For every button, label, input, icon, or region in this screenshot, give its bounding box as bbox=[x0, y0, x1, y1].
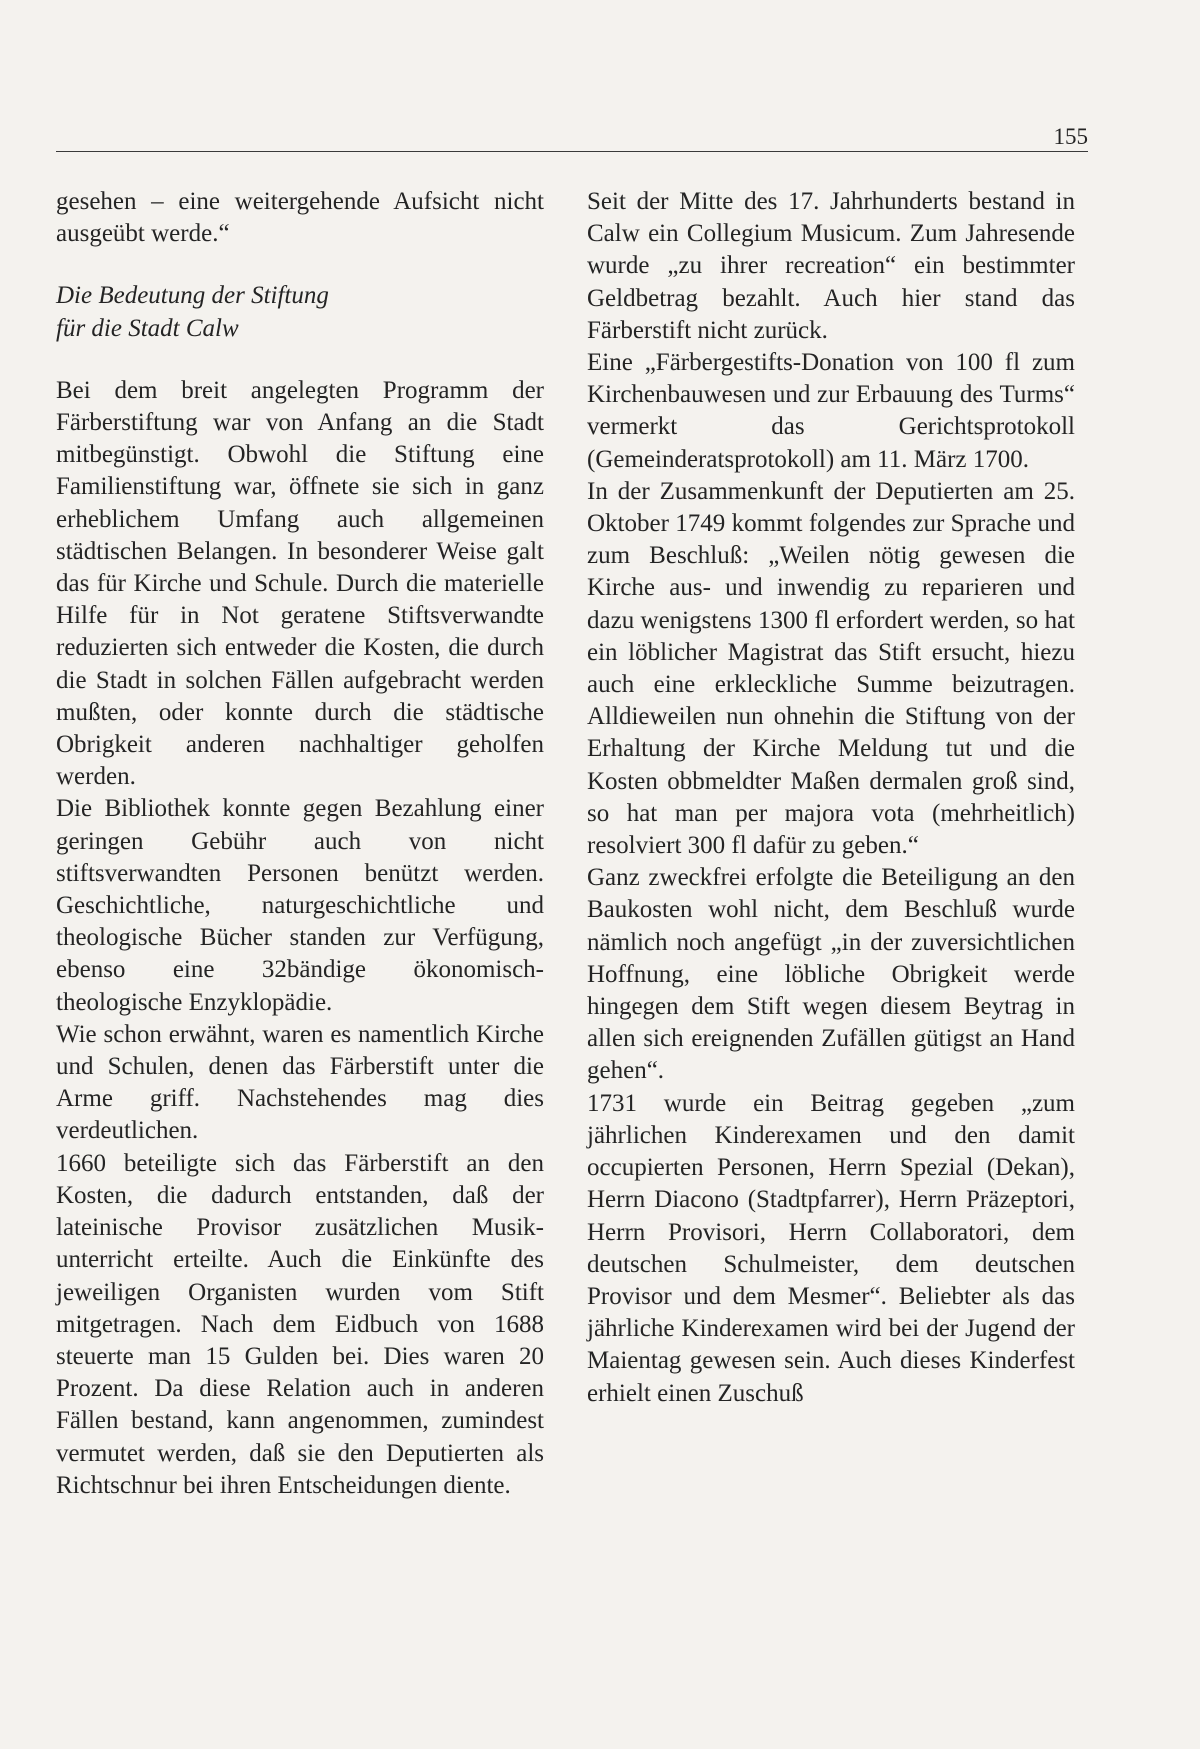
paragraph: 1660 beteiligte sich das Färberstift an den Kosten, die dadurch entstanden, daß der lateinische Provisor zusätzlichen Musikunterricht erteilte. Auch die Einkünfte des jeweiligen Organisten wurden vom Stift mitgetragen. Nach dem Eidbuch von 1688 steuerte man 15 Gulden bei. Dies waren 20 Prozent. Da diese Relation auch in anderen Fällen bestand, kann angenommen, zumindest vermutet werden, daß sie den Deputierten als Richtschnur bei ihren Entscheidungen diente. bbox=[56, 1149, 544, 1499]
paragraph: Seit der Mitte des 17. Jahrhunderts bestand in Calw ein Collegium Musicum. Zum Jahresende wurde „zu ihrer recreation“ ein bestimmter Geldbetrag bezahlt. Auch hier stand das Färberstift nicht zurück. bbox=[587, 188, 1075, 344]
section-heading bbox=[56, 280, 544, 344]
right-column bbox=[587, 186, 1075, 1410]
page-number: 155 bbox=[1053, 124, 1088, 149]
section-heading-line-2: für die Stadt Calw bbox=[56, 314, 239, 342]
paragraph: In der Zusammenkunft der Deputierten am 25. Oktober 1749 kommt folgendes zur Sprache und zum Beschluß: „Weilen nötig gewesen die Kirche aus- und inwendig zu reparieren und dazu wenigstens 1300 fl erfordert werden, so hat ein löblicher Magistrat das Stift ersucht, hiezu auch eine erkleckliche Summe beizutragen. Alldieweilen nun ohnehin die Stiftung von der Erhaltung der Kirche Meldung tut und die Kosten obbmeldter Maßen dermalen groß sind, so hat man per majora vota (mehrheitlich) resolviert 300 fl dafür zu geben.“ bbox=[587, 477, 1075, 860]
header-rule bbox=[56, 151, 1088, 152]
paragraph: Die Bibliothek konnte gegen Bezahlung einer geringen Gebühr auch von nicht stiftsverwandten Personen benützt werden. Geschichtliche, naturgeschichtliche und theologische Bücher standen zur Verfügung, ebenso eine 32bändige ökonomisch-theologische Enzyklopädie. bbox=[56, 795, 544, 1016]
paragraph-continuation: gesehen – eine weitergehende Aufsicht nicht ausgeübt werde.“ bbox=[56, 188, 544, 248]
paragraph: Bei dem breit angelegten Programm der Färberstiftung war von Anfang an die Stadt mitbegünstigt. Obwohl die Stiftung eine Familienstiftung war, öffnete sie sich in ganz erheblichem Umfang auch allgemeinen städtischen Belangen. In besonderer Weise galt das für Kirche und Schule. Durch die materielle Hilfe für in Not geratene Stiftsverwandte reduzierten sich entweder die Kosten, die durch die Stadt in solchen Fällen aufgebracht werden mußten, oder konnte durch die städtische Obrigkeit anderen nachhaltiger geholfen werden. bbox=[56, 376, 544, 791]
paragraph: Wie schon erwähnt, waren es namentlich Kirche und Schulen, denen das Färberstift unter die Arme griff. Nachstehendes mag dies verdeutlichen. bbox=[56, 1020, 544, 1145]
left-column bbox=[56, 186, 544, 1502]
section-heading-line-1: Die Bedeutung der Stiftung bbox=[56, 282, 329, 310]
paragraph: Eine „Färbergestifts-Donation von 100 fl zum Kirchenbauwesen und zur Erbauung des Turms“ vermerkt das Gerichtsprotokoll (Gemeinderatsprotokoll) am 11. März 1700. bbox=[587, 349, 1075, 473]
paragraph: 1731 wurde ein Beitrag gegeben „zum jährlichen Kinderexamen und den damit occupierten Personen, Herrn Spezial (Dekan), Herrn Diacono (Stadtpfarrer), Herrn Präzeptori, Herrn Provisori, Herrn Collaboratori, dem deutschen Schulmeister, dem deutschen Provisor und dem Mesmer“. Beliebter als das jährliche Kinderexamen wird bei der Jugend der Maientag gewesen sein. Auch dieses Kinderfest erhielt einen Zuschuß bbox=[587, 1089, 1075, 1407]
paragraph: Ganz zweckfrei erfolgte die Beteiligung an den Baukosten wohl nicht, dem Beschluß wurde nämlich noch angefügt „in der zuversichtlichen Hoffnung, eine löbliche Obrigkeit werde hingegen dem Stift wegen diesem Beytrag in allen sich ereignenden Zufällen gütigst an Hand gehen“. bbox=[587, 864, 1075, 1085]
